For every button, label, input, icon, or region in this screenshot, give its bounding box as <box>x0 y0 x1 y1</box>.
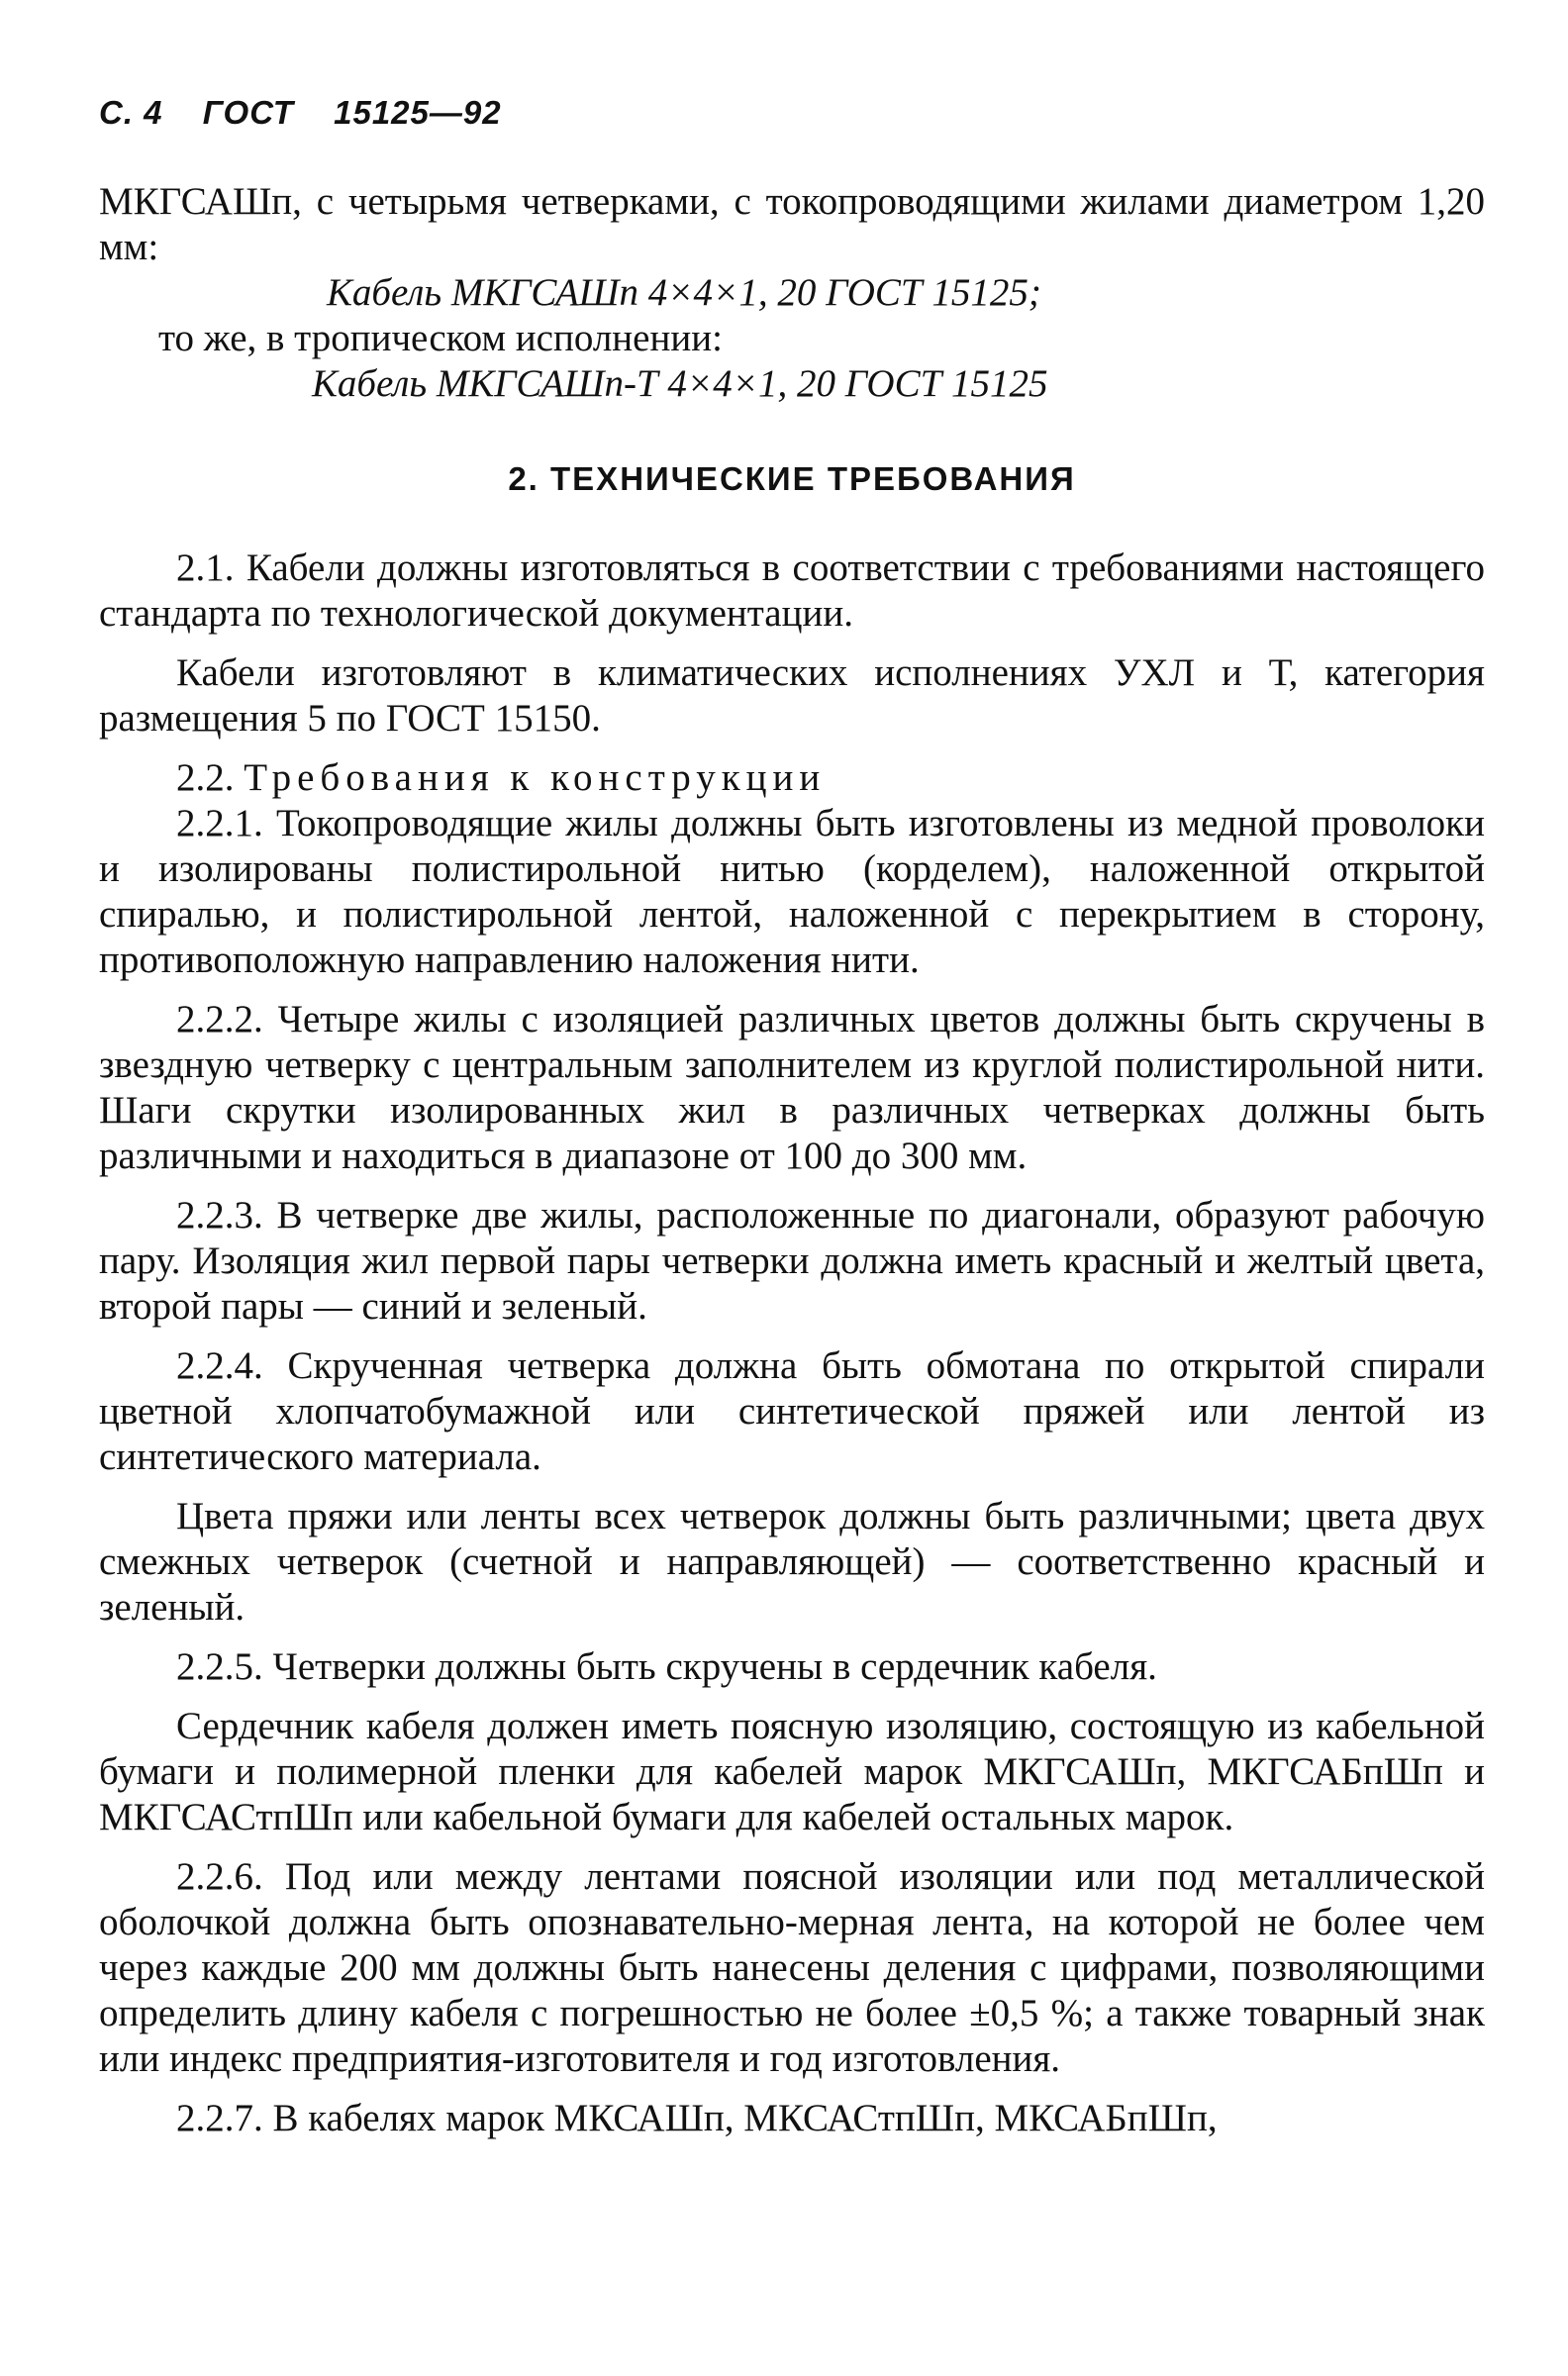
clause-2-2-2: 2.2.2. Четыре жилы с изоляцией различных цветов должны быть скручены в звездную четверку с центральным заполнителем из круглой полистирольной нити. Шаги скрутки изолированных жил в различных четверках должны быть различными и находиться в диапазоне от 100 до 300 мм. <box>99 998 1485 1177</box>
standard-number: 15125—92 <box>334 94 502 131</box>
clause-2-2-number: 2.2. <box>176 756 235 799</box>
clause-2-1-continued: Кабели изготовляют в климатических исполнениях УХЛ и Т, категория размещения 5 по ГОСТ 15150. <box>99 651 1485 740</box>
standard-label: ГОСТ <box>202 94 294 131</box>
clause-2-2-4-continued: Цвета пряжи или ленты всех четверок должны быть различными; цвета двух смежных четверок (счетной и направляющей) — соответственно красный и зеленый. <box>99 1495 1485 1629</box>
clause-2-2-heading: Требования к конструкции <box>244 756 827 799</box>
intro-paragraph-1: МКГСАШп, с четырьмя четверками, с токопроводящими жилами диаметром 1,20 мм: <box>99 180 1485 268</box>
cable-designation-2: Кабель МКГСАШп-Т 4×4×1, 20 ГОСТ 15125 <box>312 362 1048 405</box>
intro-paragraph-2: то же, в тропическом исполнении: <box>158 317 723 359</box>
cable-designation-1: Кабель МКГСАШп 4×4×1, 20 ГОСТ 15125; <box>327 271 1041 314</box>
clause-2-2-1: 2.2.1. Токопроводящие жилы должны быть изготовлены из медной проволоки и изолированы полистирольной нитью (корделем), наложенной открытой спиралью, и полистирольной лентой, наложенной с перекрытием в сторону, противоположную направлению наложения нити. <box>99 802 1485 981</box>
page-number: С. 4 <box>99 94 163 131</box>
clause-2-2-4: 2.2.4. Скрученная четверка должна быть обмотана по открытой спирали цветной хлопчатобумажной или синтетической пряжей или лентой из синтетического материала. <box>99 1344 1485 1478</box>
section-title: 2. ТЕХНИЧЕСКИЕ ТРЕБОВАНИЯ <box>508 460 1076 497</box>
clause-2-2 <box>99 755 1485 801</box>
clause-2-2-5-continued: Сердечник кабеля должен иметь поясную изоляцию, состоящую из кабельной бумаги и полимерной пленки для кабелей марок МКГСАШп, МКГСАБпШп и МКГСАСтпШп или кабельной бумаги для кабелей остальных марок. <box>99 1705 1485 1838</box>
clause-2-2-3: 2.2.3. В четверке две жилы, расположенные по диагонали, образуют рабочую пару. Изоляция жил первой пары четверки должна иметь красный и желтый цвета, второй пары — синий и зеленый. <box>99 1194 1485 1328</box>
page-header <box>99 94 1485 132</box>
document-page <box>99 94 1485 2141</box>
clause-2-1: 2.1. Кабели должны изготовляться в соответствии с требованиями настоящего стандарта по технологической документации. <box>99 546 1485 635</box>
clause-2-2-5: 2.2.5. Четверки должны быть скручены в сердечник кабеля. <box>176 1645 1157 1688</box>
clause-2-2-7: 2.2.7. В кабелях марок МКСАШп, МКСАСтпШп, МКСАБпШп, <box>176 2097 1218 2139</box>
clause-2-2-6: 2.2.6. Под или между лентами поясной изоляции или под металлической оболочкой должна быть опознавательно-мерная лента, на которой не более чем через каждые 200 мм должны быть нанесены деления с цифрами, позволяющими определить длину кабеля с погрешностью не более ±0,5 %; а также товарный знак или индекс предприятия-изготовителя и год изготовления. <box>99 1855 1485 2080</box>
